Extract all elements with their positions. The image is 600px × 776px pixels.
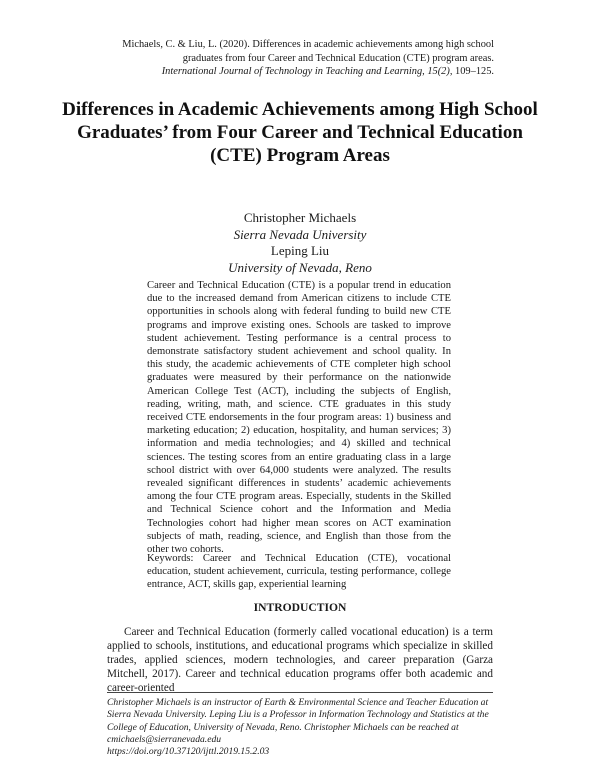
author-name: Leping Liu	[270, 243, 330, 259]
footnote-text: Christopher Michaels is an instructor of Earth & Environmental Science and Teacher Education at Sierra Nevada University. Leping Liu is a Professor in Information Technology and Statistics at the College of Education, University of Nevada, Reno. Christopher Michaels can be reached at cmichaels@sierranevada.edu	[107, 697, 489, 745]
citation-pages: 109–125.	[452, 66, 494, 77]
footnote-divider	[107, 692, 493, 693]
introduction-paragraph: Career and Technical Education (formerly called vocational education) is a term applied to schools, institutions, and educational programs which specialize in skilled trades, applied sciences, modern technologies, and career preparation (Garza Mitchell, 2017). Career and technical education programs offer both academic and career-oriented	[107, 626, 493, 694]
section-heading-introduction: INTRODUCTION	[253, 601, 347, 614]
footnote	[107, 697, 493, 758]
author-block	[150, 210, 450, 276]
doi-link[interactable]: https://doi.org/10.37120/ijttl.2019.15.2.03	[107, 746, 270, 758]
citation-line-1: Michaels, C. & Liu, L. (2020). Differences in academic achievements among high school	[122, 39, 494, 50]
author-name: Christopher Michaels	[243, 210, 357, 225]
citation-line-3	[110, 65, 494, 79]
abstract: Career and Technical Education (CTE) is a popular trend in education due to the increased demand from American citizens to include CTE opportunities in schools along with federal funding to build new CTE programs and improve existing ones. Schools are tasked to improve student achievement. Testing performance is a central process to demonstrate satisfactory student achievement and school quality. In this study, the academic achievements of CTE completer high school graduates were measured by their performance on the nationwide American College Test (ACT), including the subjects of English, reading, writing, math, and science. CTE graduates in this study received CTE endorsements in the four program areas: 1) business and marketing education; 2) education, hospitality, and human services; 3) information and media technologies; and 4) skilled and technical sciences. The testing scores from an entire graduating class in a large school district with over 64,000 students were analyzed. The results revealed significant differences in students’ academic achievements among the four CTE program areas. Especially, students in the Skilled and Technical Science cohort and the Information and Media Technologies cohort had higher mean scores on ACT examination subjects of math, reading, science, and English than those from the other two cohorts.	[147, 280, 451, 556]
paper-title: Differences in Academic Achievements among High School Graduates’ from Four Career and Technical Education (CTE) Program Areas	[62, 99, 538, 166]
journal-name: International Journal of Technology in Teaching and Learning, 15(2),	[161, 66, 453, 77]
author-affiliation: Sierra Nevada University	[233, 226, 367, 242]
author-affiliation: University of Nevada, Reno	[228, 259, 372, 275]
citation-line-2: graduates from four Career and Technical Education (CTE) program areas.	[182, 52, 494, 64]
keywords: Keywords: Career and Technical Education (CTE), vocational education, student achievement, curricula, testing performance, college entrance, ACT, skills gap, experiential learning	[147, 553, 451, 591]
citation-header	[110, 38, 494, 79]
